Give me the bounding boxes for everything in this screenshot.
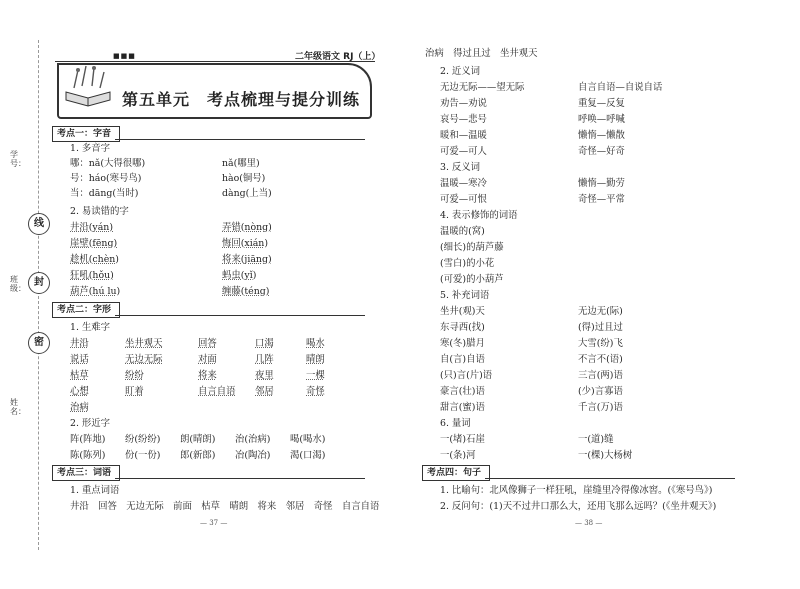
section-rule xyxy=(115,478,365,479)
polyphone-item: dàng(上当) xyxy=(222,188,272,199)
words-line: 治病 得过且过 坐井观天 xyxy=(425,48,538,59)
supplement-item: 寒(冬)腊月 xyxy=(440,338,485,349)
char-item: 自言自语 xyxy=(198,386,236,397)
seal-seal: 封 xyxy=(28,272,50,294)
supplement-item: 豪言(壮)语 xyxy=(440,386,485,397)
modifier-item: (细长)的葫芦藤 xyxy=(440,242,504,253)
similar-char-item: 渴(口渴) xyxy=(290,450,326,461)
supplement-item: 大雪(纷)飞 xyxy=(578,338,623,349)
supplement-item: (少)言寡语 xyxy=(578,386,623,397)
char-item: 回答 xyxy=(198,338,217,349)
pronunciation-item: 弄错(nòng) xyxy=(222,222,272,233)
sub-heading: 1. 重点词语 xyxy=(70,485,120,496)
supplement-item: (得)过且过 xyxy=(578,322,623,333)
similar-char-item: 朗(晴朗) xyxy=(180,434,216,445)
sub-heading: 2. 形近字 xyxy=(70,418,111,429)
supplement-item: 无边无(际) xyxy=(578,306,623,317)
name-label: 姓名： xyxy=(10,398,26,416)
synonym-item: 可爱—可人 xyxy=(440,146,487,157)
char-item: 无边无际 xyxy=(125,354,163,365)
section-rule xyxy=(115,139,365,140)
book-label: 二年级语文 RJ（上） xyxy=(295,52,381,62)
char-item: 对面 xyxy=(198,354,217,365)
pronunciation-item: 趁机(chèn) xyxy=(70,254,119,265)
pronunciation-item: 悔回(xián) xyxy=(222,238,268,249)
polyphone-item: 号：háo(寒号鸟) xyxy=(70,173,142,184)
sub-heading: 3. 反义词 xyxy=(440,162,481,173)
char-item: 心想 xyxy=(70,386,89,397)
char-item: 夜里 xyxy=(255,370,274,381)
section-tab-glyph: 考点二：字形 xyxy=(52,302,120,318)
supplement-item: 坐井(观)天 xyxy=(440,306,485,317)
char-item: 喝水 xyxy=(306,338,325,349)
pronunciation-item: 缠藤(téng) xyxy=(222,286,270,297)
pronunciation-item: 葫芦(hú lu) xyxy=(70,286,121,297)
supplement-item: 甜言(蜜)语 xyxy=(440,402,485,413)
antonym-item: 奇怪—平常 xyxy=(578,194,625,205)
similar-char-item: 陈(陈列) xyxy=(70,450,106,461)
synonym-item: 暖和—温暖 xyxy=(440,130,487,141)
supplement-item: 自(言)自语 xyxy=(440,354,485,365)
pronunciation-item: 狂吼(hǒu) xyxy=(70,270,114,281)
char-item: 一棵 xyxy=(306,370,325,381)
supplement-item: (只)言(片)语 xyxy=(440,370,493,381)
char-item: 枯草 xyxy=(70,370,89,381)
unit-title: 第五单元 考点梳理与提分训练 xyxy=(122,90,361,109)
antonym-item: 可爱—可恨 xyxy=(440,194,487,205)
antonym-item: 懒惰—勤劳 xyxy=(578,178,625,189)
section-rule xyxy=(115,315,365,316)
char-item: 奇怪 xyxy=(306,386,325,397)
similar-char-item: 喝(喝水) xyxy=(290,434,326,445)
modifier-item: (雪白)的小花 xyxy=(440,258,495,269)
synonym-item: 重复—反复 xyxy=(578,98,625,109)
char-item: 几阵 xyxy=(255,354,274,365)
sub-heading: 4. 表示修饰的词语 xyxy=(440,210,518,221)
synonym-item: 奇怪—好奇 xyxy=(578,146,625,157)
header-dots: ■■■ xyxy=(113,52,136,60)
char-item: 坐井观天 xyxy=(125,338,163,349)
supplement-item: 东寻西(找) xyxy=(440,322,485,333)
antonym-item: 温暖—寒冷 xyxy=(440,178,487,189)
measure-word-item: 一(道)缝 xyxy=(578,434,614,445)
class-label: 班级： xyxy=(10,275,26,293)
char-item: 说话 xyxy=(70,354,89,365)
pronunciation-item: 崖壁(fēng) xyxy=(70,238,118,249)
polyphone-item: hào(铜号) xyxy=(222,173,266,184)
char-item: 井沿 xyxy=(70,338,89,349)
sub-heading: 1. 多音字 xyxy=(70,143,111,154)
student-number-label: 学号： xyxy=(10,150,26,168)
section-tab-words: 考点三：词语 xyxy=(52,465,120,481)
char-item: 晴朗 xyxy=(306,354,325,365)
section-rule xyxy=(485,478,735,479)
char-item: 治病 xyxy=(70,402,89,413)
sub-heading: 1. 生难字 xyxy=(70,322,111,333)
sentence-item: 1. 比喻句：北风像狮子一样狂吼，崖缝里冷得像冰窖。(《寒号鸟》) xyxy=(440,485,713,496)
measure-word-item: 一(堵)石崖 xyxy=(440,434,485,445)
open-book-icon xyxy=(60,62,116,110)
supplement-item: 不言不(语) xyxy=(578,354,623,365)
similar-char-item: 纷(纷纷) xyxy=(125,434,161,445)
sentence-item: 2. 反问句：(1)天不过井口那么大，还用飞那么远吗？(《坐井观天》) xyxy=(440,501,717,512)
modifier-item: (可爱)的小葫芦 xyxy=(440,274,504,285)
synonym-item: 自言自语—自说自话 xyxy=(578,82,663,93)
char-item: 口渴 xyxy=(255,338,274,349)
similar-char-item: 阵(阵地) xyxy=(70,434,106,445)
similar-char-item: 治(治病) xyxy=(235,434,271,445)
key-words-line: 井沿 回答 无边无际 前面 枯草 晴朗 将来 邻居 奇怪 自言自语 xyxy=(70,501,380,512)
sub-heading: 6. 量词 xyxy=(440,418,471,429)
char-item: 盯着 xyxy=(125,386,144,397)
modifier-item: 温暖的(窝) xyxy=(440,226,485,237)
pronunciation-item: 将来(jiāng) xyxy=(222,254,272,265)
supplement-item: 千言(万)语 xyxy=(578,402,623,413)
measure-word-item: 一(棵)大杨树 xyxy=(578,450,633,461)
similar-char-item: 份(一份) xyxy=(125,450,161,461)
pronunciation-item: 井沿(yán) xyxy=(70,222,113,233)
seal-line: 线 xyxy=(28,213,50,235)
pronunciation-item: 蚂虫(yǐ) xyxy=(222,270,257,281)
char-item: 邻居 xyxy=(255,386,274,397)
page-number: — 37 — xyxy=(200,519,228,527)
supplement-item: 三言(两)语 xyxy=(578,370,623,381)
seal-secret: 密 xyxy=(28,332,50,354)
polyphone-item: 哪：nǎ(大得很哪) xyxy=(70,158,146,169)
sub-heading: 2. 易读错的字 xyxy=(70,206,129,217)
synonym-item: 哀号—悲号 xyxy=(440,114,487,125)
char-item: 将来 xyxy=(198,370,217,381)
synonym-item: 无边无际——望无际 xyxy=(440,82,525,93)
synonym-item: 呼唤—呼喊 xyxy=(578,114,625,125)
polyphone-item: 当：dāng(当时) xyxy=(70,188,139,199)
binding-line xyxy=(38,40,39,550)
sub-heading: 5. 补充词语 xyxy=(440,290,490,301)
synonym-item: 劝告—劝说 xyxy=(440,98,487,109)
similar-char-item: 郎(新郎) xyxy=(180,450,216,461)
measure-word-item: 一(条)河 xyxy=(440,450,476,461)
similar-char-item: 冶(陶冶) xyxy=(235,450,271,461)
section-tab-pronunciation: 考点一：字音 xyxy=(52,126,120,142)
polyphone-item: nǎ(哪里) xyxy=(222,158,260,169)
sub-heading: 2. 近义词 xyxy=(440,66,481,77)
section-tab-sentences: 考点四：句子 xyxy=(422,465,490,481)
page-number: — 38 — xyxy=(575,519,603,527)
char-item: 纷纷 xyxy=(125,370,144,381)
synonym-item: 懒惰—懒散 xyxy=(578,130,625,141)
